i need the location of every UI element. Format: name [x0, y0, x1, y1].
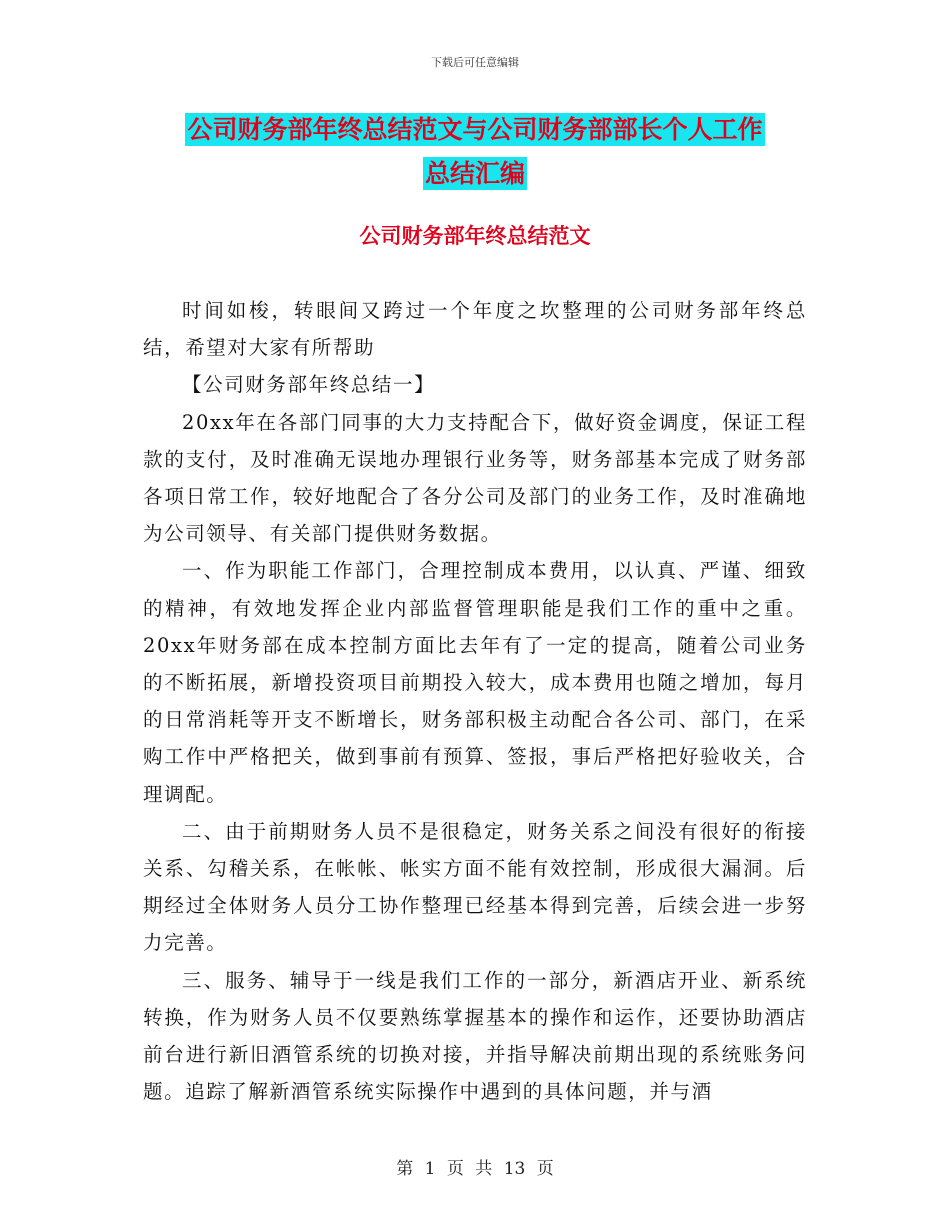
paragraph-point-2: 二、由于前期财务人员不是很稳定，财务关系之间没有很好的衔接关系、勾稽关系，在帐帐、帐实方面不能有效控制，形成很大漏洞。后期经过全体财务人员分工协作整理已经基本得到完善，后续会进一步努力完善。: [143, 819, 807, 955]
document-body: [143, 292, 807, 1110]
document-title: [140, 108, 810, 196]
section-title: 公司财务部年终总结范文: [359, 224, 591, 248]
paragraph-overview: 20xx年在各部门同事的大力支持配合下，做好资金调度，保证工程款的支付，及时准确无误地办理银行业务等，财务部基本完成了财务部各项日常工作，较好地配合了各分公司及部门的业务工作，及时准确地为公司领导、有关部门提供财务数据。: [143, 410, 807, 546]
paragraph-point-1: 一、作为职能工作部门，合理控制成本费用，以认真、严谨、细致的精神，有效地发挥企业内部监督管理职能是我们工作的重中之重。20xx年财务部在成本控制方面比去年有了一定的提高，随着公司业务的不断拓展，新增投资项目前期投入较大，成本费用也随之增加，每月的日常消耗等开支不断增长，财务部积极主动配合各公司、部门，在采购工作中严格把关，做到事前有预算、签报，事后严格把好验收关，合理调配。: [143, 559, 807, 806]
paragraph-intro: 时间如梭，转眼间又跨过一个年度之坎整理的公司财务部年终总结，希望对大家有所帮助: [143, 299, 807, 360]
page-number-footer: 第 1 页 共 13 页: [396, 1159, 554, 1179]
document-title-line-2: 总结汇编: [424, 159, 525, 188]
document-title-line-1: 公司财务部年终总结范文与公司财务部部长个人工作: [187, 115, 763, 144]
header-note: 下载后可任意编辑: [431, 56, 519, 69]
paragraph-point-3: 三、服务、辅导于一线是我们工作的一部分，新酒店开业、新系统转换，作为财务人员不仅要熟练掌握基本的操作和运作，还要协助酒店前台进行新旧酒管系统的切换对接，并指导解决前期出现的系统账务问题。追踪了解新酒管系统实际操作中遇到的具体问题，并与酒: [143, 968, 807, 1104]
paragraph-section-heading: 【公司财务部年终总结一】: [182, 373, 436, 397]
